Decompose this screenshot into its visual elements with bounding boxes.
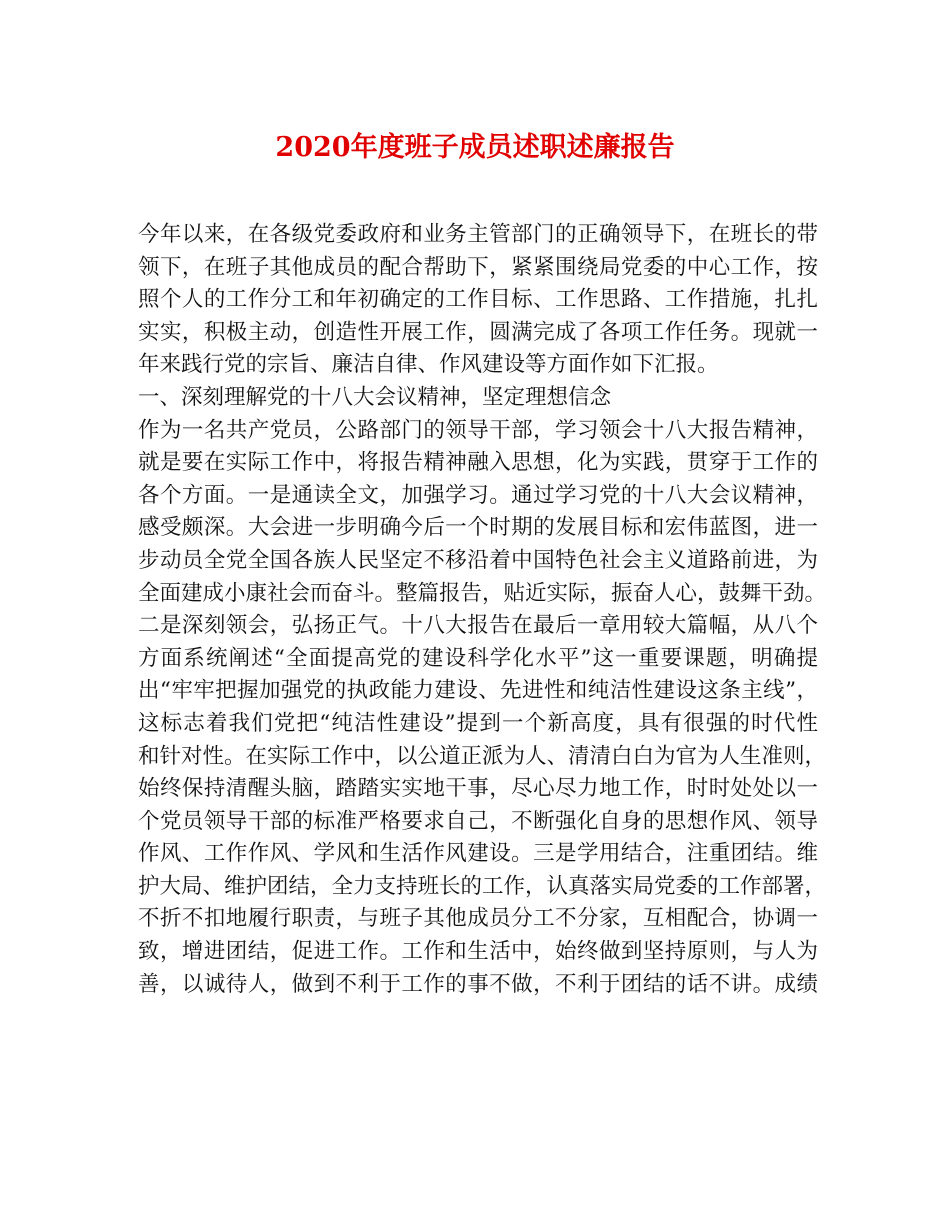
body-line: 和针对性。在实际工作中，以公道正派为人、清清白白为官为人生准则， [138, 743, 827, 769]
document-title: 2020年度班子成员述职述廉报告 [275, 132, 675, 163]
body-line: 这标志着我们党把“纯洁性建设”提到一个新高度，具有很强的时代性 [138, 710, 818, 736]
body-line: 步动员全党全国各族人民坚定不移沿着中国特色社会主义道路前进，为 [138, 547, 818, 573]
body-line: 出“牢牢把握加强党的执政能力建设、先进性和纯洁性建设这条主线”， [138, 678, 818, 704]
document-body [138, 219, 827, 1001]
body-line: 全面建成小康社会而奋斗。整篇报告，贴近实际，振奋人心，鼓舞干劲。 [138, 580, 827, 606]
section-heading: 一、深刻理解党的十八大会议精神，坚定理想信念 [138, 384, 612, 410]
body-line: 就是要在实际工作中，将报告精神融入思想，化为实践，贯穿于工作的 [138, 450, 818, 476]
body-line: 方面系统阐述“全面提高党的建设科学化水平”这一重要课题，明确提 [138, 645, 818, 671]
body-line: 各个方面。一是通读全文，加强学习。通过学习党的十八大会议精神， [138, 482, 818, 508]
body-line: 善，以诚待人，做到不利于工作的事不做，不利于团结的话不讲。成绩 [138, 971, 818, 997]
body-line: 始终保持清醒头脑，踏踏实实地干事，尽心尽力地工作，时时处处以一 [138, 776, 818, 802]
body-line: 照个人的工作分工和年初确定的工作目标、工作思路、工作措施，扎扎 [138, 287, 818, 313]
body-line: 护大局、维护团结，全力支持班长的工作，认真落实局党委的工作部署， [138, 873, 827, 899]
body-line: 今年以来，在各级党委政府和业务主管部门的正确领导下，在班长的带 [138, 222, 818, 247]
body-line: 个党员领导干部的标准严格要求自己，不断强化自身的思想作风、领导 [138, 808, 818, 834]
body-line: 作风、工作作风、学风和生活作风建设。三是学用结合，注重团结。维 [138, 841, 818, 867]
body-line: 感受颇深。大会进一步明确今后一个时期的发展目标和宏伟蓝图，进一 [138, 515, 818, 541]
body-line: 领下，在班子其他成员的配合帮助下，紧紧围绕局党委的中心工作，按 [138, 254, 818, 280]
body-line: 致，增进团结，促进工作。工作和生活中，始终做到坚持原则，与人为 [138, 939, 818, 965]
body-line: 二是深刻领会，弘扬正气。十八大报告在最后一章用较大篇幅，从八个 [138, 613, 818, 639]
body-line: 年来践行党的宗旨、廉洁自律、作风建设等方面作如下汇报。 [138, 352, 719, 378]
body-line: 作为一名共产党员，公路部门的领导干部，学习领会十八大报告精神， [138, 417, 818, 443]
body-line: 实实，积极主动，创造性开展工作，圆满完成了各项工作任务。现就一 [138, 319, 818, 345]
body-line: 不折不扣地履行职责，与班子其他成员分工不分家，互相配合，协调一 [138, 906, 818, 932]
